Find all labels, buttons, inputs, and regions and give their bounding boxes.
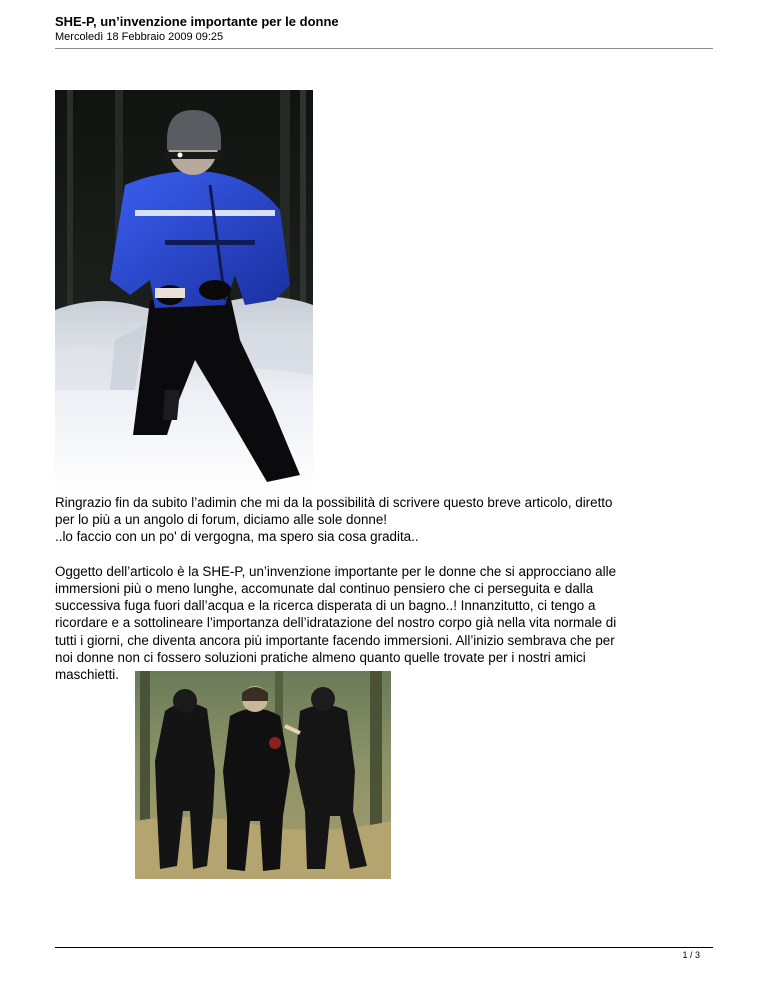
photo-woman-in-snow: [55, 90, 313, 495]
article-text-line: ricordare e a sottolineare l’importanza dell’idratazione del nostro corpo già nella vita normale di: [55, 615, 617, 631]
photo-three-women-drysuits: [135, 671, 391, 879]
article-text-line: Oggetto dell’articolo è la SHE-P, un’invenzione importante per le donne che si approcciano alle: [55, 563, 617, 579]
page-number: 1 / 3: [682, 950, 700, 960]
article-title: SHE-P, un’invenzione importante per le donne: [55, 14, 339, 29]
article-text-line: tutti i giorni, che diventa ancora più importante facendo immersioni. All’inizio sembrava che per: [55, 632, 615, 648]
article-text-line: ..lo faccio con un po' di vergogna, ma spero sia cosa gradita..: [55, 529, 419, 545]
header-divider: [55, 48, 713, 49]
article-text-line: noi donne non ci fossero soluzioni pratiche almeno quanto quelle trovate per i nostri amici: [55, 649, 586, 665]
page-header: [55, 14, 713, 44]
article-text-line: maschietti.: [55, 667, 119, 683]
article-text-line: immersioni più o meno lunghe, accomunate dal continuo pensiero che ci perseguita e dalla: [55, 581, 594, 596]
article-body: [55, 494, 715, 683]
article-text-line: per lo più a un angolo di forum, diciamo alle sole donne!: [55, 512, 388, 528]
article-text-line: Ringrazio fin da subito l’adimin che mi da la possibilità di scrivere questo breve articolo, diretto: [55, 495, 613, 510]
article-text-line: successiva fuga fuori dall’acqua e la ricerca disperata di un bagno..! Innanzitutto, ci tengo a: [55, 598, 596, 614]
article-date: Mercoledì 18 Febbraio 2009 09:25: [55, 31, 224, 43]
footer-divider: [55, 947, 713, 948]
